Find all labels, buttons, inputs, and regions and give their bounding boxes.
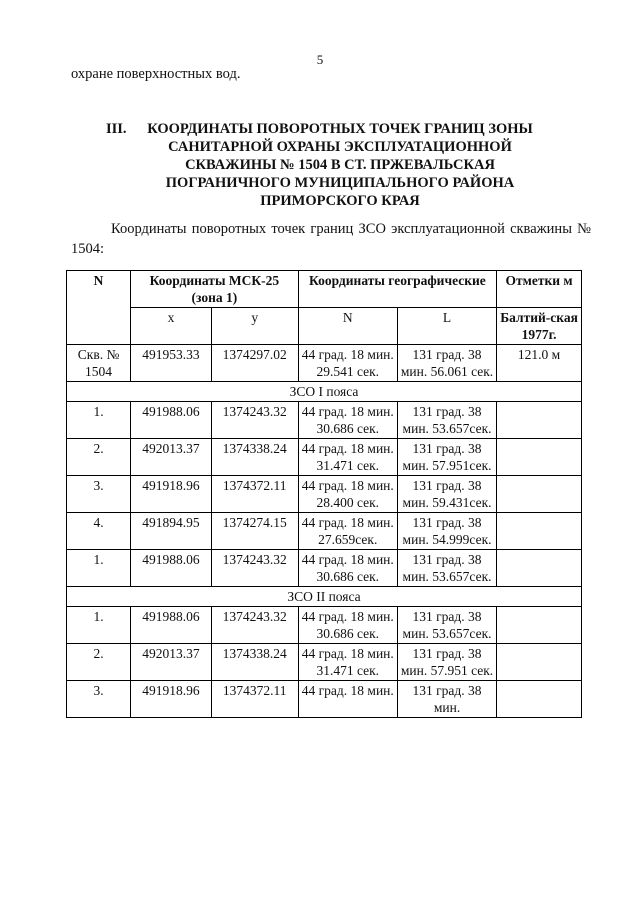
table-row <box>67 681 582 718</box>
cell-lon: 131 град. 38 мин. 53.657сек. <box>397 402 496 439</box>
cell-lat: 44 град. 18 мин. 31.471 сек. <box>298 439 397 476</box>
belt2-label: ЗСО II пояса <box>67 587 582 607</box>
cell-x: 491988.06 <box>131 607 212 644</box>
cell-n: 1. <box>67 550 131 587</box>
cell-lon: 131 град. 38 мин. 59.431сек. <box>397 476 496 513</box>
cell-n: 1. <box>67 607 131 644</box>
continuation-text: охране поверхностных вод. <box>71 66 241 82</box>
cell-y: 1374338.24 <box>211 644 298 681</box>
cell-n: Скв. № 1504 <box>67 345 131 382</box>
heading-line: САНИТАРНОЙ ОХРАНЫ ЭКСПЛУАТАЦИОННОЙ <box>168 139 512 155</box>
header-geo: Координаты географические <box>298 271 497 308</box>
cell-n: 3. <box>67 476 131 513</box>
cell-x: 491988.06 <box>131 550 212 587</box>
belt2-row <box>67 587 582 607</box>
cell-lon: 131 град. 38 мин. <box>397 681 496 718</box>
section-number: III. <box>106 121 127 137</box>
cell-y: 1374338.24 <box>211 439 298 476</box>
heading-line: ПРИМОРСКОГО КРАЯ <box>260 193 420 209</box>
cell-x: 491953.33 <box>131 345 212 382</box>
table-row <box>67 476 582 513</box>
cell-y: 1374243.32 <box>211 550 298 587</box>
section-heading <box>100 120 580 210</box>
page-number: 5 <box>316 52 324 67</box>
table-row <box>67 550 582 587</box>
cell-lat: 44 град. 18 мин. 31.471 сек. <box>298 644 397 681</box>
header-baltic: Балтий-ская 1977г. <box>497 308 582 345</box>
cell-n: 4. <box>67 513 131 550</box>
table-row <box>67 402 582 439</box>
cell-y: 1374243.32 <box>211 402 298 439</box>
table-row <box>67 644 582 681</box>
cell-y: 1374297.02 <box>211 345 298 382</box>
cell-lat: 44 град. 18 мин. 30.686 сек. <box>298 607 397 644</box>
cell-x: 491894.95 <box>131 513 212 550</box>
header-msk: Координаты МСК-25 (зона 1) <box>131 271 299 308</box>
cell-mark <box>497 644 582 681</box>
cell-n: 3. <box>67 681 131 718</box>
intro-paragraph: Координаты поворотных точек границ ЗСО эксплуатационной скважины № 1504: <box>71 221 591 257</box>
header-marks: Отметки м <box>497 271 582 308</box>
cell-lon: 131 град. 38 мин. 57.951сек. <box>397 439 496 476</box>
cell-x: 491918.96 <box>131 681 212 718</box>
cell-lon: 131 град. 38 мин. 56.061 сек. <box>397 345 496 382</box>
cell-mark <box>497 681 582 718</box>
cell-lat: 44 град. 18 мин. 28.400 сек. <box>298 476 397 513</box>
header-x: x <box>131 308 212 345</box>
cell-mark <box>497 607 582 644</box>
cell-y: 1374243.32 <box>211 607 298 644</box>
table-row-well <box>67 345 582 382</box>
cell-mark <box>497 513 582 550</box>
cell-mark <box>497 550 582 587</box>
heading-line: КООРДИНАТЫ ПОВОРОТНЫХ ТОЧЕК ГРАНИЦ ЗОНЫ <box>147 121 533 137</box>
header-n: N <box>67 271 131 345</box>
table-row <box>67 513 582 550</box>
cell-n: 2. <box>67 644 131 681</box>
cell-lon: 131 град. 38 мин. 53.657сек. <box>397 550 496 587</box>
cell-x: 491918.96 <box>131 476 212 513</box>
cell-x: 491988.06 <box>131 402 212 439</box>
cell-mark: 121.0 м <box>497 345 582 382</box>
cell-y: 1374274.15 <box>211 513 298 550</box>
cell-lon: 131 град. 38 мин. 54.999сек. <box>397 513 496 550</box>
cell-lon: 131 град. 38 мин. 53.657сек. <box>397 607 496 644</box>
table-row <box>67 607 582 644</box>
table-row <box>67 439 582 476</box>
cell-lat: 44 град. 18 мин. 27.659сек. <box>298 513 397 550</box>
coordinates-table <box>66 270 582 718</box>
cell-mark <box>497 439 582 476</box>
heading-line: ПОГРАНИЧНОГО МУНИЦИПАЛЬНОГО РАЙОНА <box>165 175 515 191</box>
cell-mark <box>497 476 582 513</box>
table-header-row <box>67 271 582 308</box>
cell-lat: 44 град. 18 мин. 30.686 сек. <box>298 402 397 439</box>
heading-line: СКВАЖИНЫ № 1504 В СТ. ПРЖЕВАЛЬСКАЯ <box>185 157 495 173</box>
header-y: y <box>211 308 298 345</box>
header-geo-l: L <box>397 308 496 345</box>
cell-y: 1374372.11 <box>211 681 298 718</box>
cell-n: 2. <box>67 439 131 476</box>
cell-x: 492013.37 <box>131 439 212 476</box>
cell-lat: 44 град. 18 мин. <box>298 681 397 718</box>
belt1-label: ЗСО I пояса <box>67 382 582 402</box>
cell-n: 1. <box>67 402 131 439</box>
cell-lon: 131 град. 38 мин. 57.951 сек. <box>397 644 496 681</box>
cell-mark <box>497 402 582 439</box>
cell-x: 492013.37 <box>131 644 212 681</box>
cell-lat: 44 град. 18 мин. 29.541 сек. <box>298 345 397 382</box>
header-geo-n: N <box>298 308 397 345</box>
belt1-row <box>67 382 582 402</box>
table-subheader-row <box>67 308 582 345</box>
cell-y: 1374372.11 <box>211 476 298 513</box>
cell-lat: 44 град. 18 мин. 30.686 сек. <box>298 550 397 587</box>
